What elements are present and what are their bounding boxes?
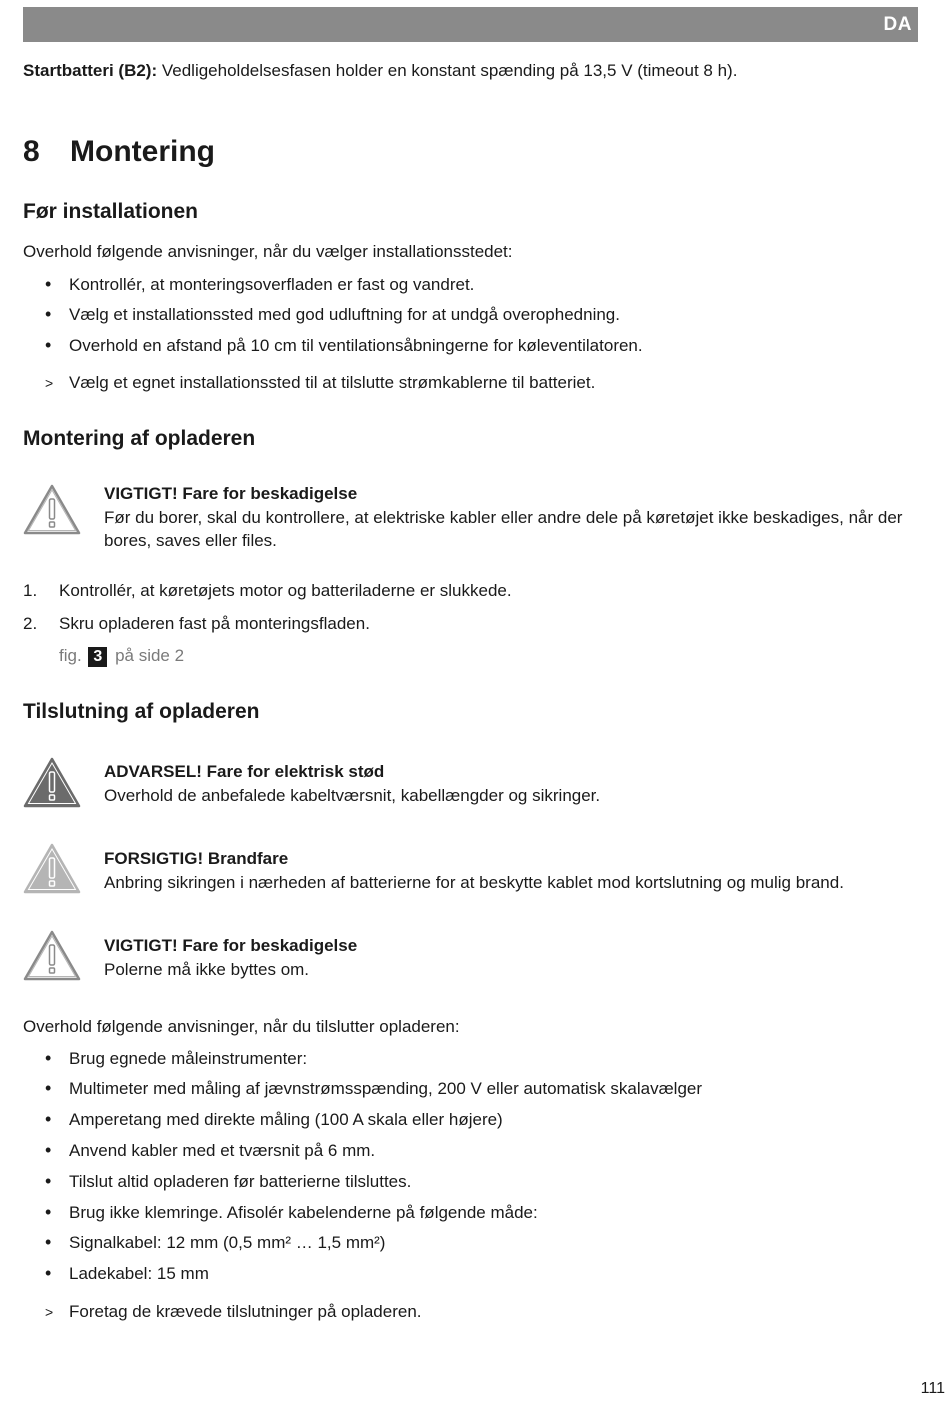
notice-title: VIGTIGT! Fare for beskadigelse bbox=[104, 484, 358, 503]
intro-label: Startbatteri (B2): bbox=[23, 61, 158, 80]
action-arrow-icon: > bbox=[45, 1304, 54, 1320]
list-item: • Signalkabel: 12 mm (0,5 mm² … 1,5 mm²) bbox=[45, 1232, 386, 1252]
bullet-icon: • bbox=[45, 304, 52, 324]
figure-reference: fig. 3 på side 2 bbox=[59, 646, 185, 665]
bullet-icon: • bbox=[45, 1078, 52, 1098]
warning-triangle-light-icon bbox=[22, 842, 82, 896]
warning-triangle-dark-icon bbox=[22, 756, 82, 810]
notice-text: Før du borer, skal du kontrollere, at elektriske kabler eller andre dele på køretøjet ikke beskadiges, når der bores, saves eller files. bbox=[104, 508, 903, 550]
bullet-icon: • bbox=[45, 1140, 52, 1160]
list-item: • Tilslut altid opladeren før batterierne tilsluttes. bbox=[45, 1171, 412, 1191]
section1-lead: Overhold følgende anvisninger, når du vælger installationsstedet: bbox=[23, 242, 513, 261]
language-code: DA bbox=[883, 14, 912, 35]
chapter-heading bbox=[23, 135, 215, 169]
list-item: • Kontrollér, at monteringsoverfladen er fast og vandret. bbox=[45, 274, 475, 294]
list-item: • Vælg et installationssted med god udluftning for at undgå overophedning. bbox=[45, 304, 620, 324]
list-item: • Brug ikke klemringe. Afisolér kabelenderne på følgende måde: bbox=[45, 1202, 538, 1222]
intro-text: Vedligeholdelsesfasen holder en konstant spænding på 13,5 V (timeout 8 h). bbox=[161, 61, 738, 80]
section3-lead: Overhold følgende anvisninger, når du tilslutter opladeren: bbox=[23, 1017, 460, 1036]
bullet-icon: • bbox=[45, 1232, 52, 1252]
action-arrow-icon: > bbox=[45, 375, 54, 391]
warning-triangle-outline-icon bbox=[22, 483, 82, 537]
bullet-icon: • bbox=[45, 1263, 52, 1283]
action-item: > Foretag de krævede tilslutninger på opladeren. bbox=[45, 1302, 422, 1321]
bullet-icon: • bbox=[45, 1202, 52, 1222]
bullet-icon: • bbox=[45, 1109, 52, 1129]
figure-number-badge: 3 bbox=[88, 647, 107, 667]
step-item: 1. Kontrollér, at køretøjets motor og batteriladerne er slukkede. bbox=[23, 581, 512, 600]
list-item: • Amperetang med direkte måling (100 A skala eller højere) bbox=[45, 1109, 503, 1129]
warning-triangle-outline-icon bbox=[22, 929, 82, 983]
language-header-bar bbox=[23, 7, 918, 42]
step-item: 2. Skru opladeren fast på monteringsfladen. bbox=[23, 614, 370, 633]
chapter-number: 8 bbox=[23, 135, 40, 168]
section-heading-before-installation: Før installationen bbox=[23, 200, 199, 223]
list-item: • Ladekabel: 15 mm bbox=[45, 1263, 209, 1283]
intro-paragraph bbox=[23, 61, 737, 81]
section-heading-mounting: Montering af opladeren bbox=[23, 427, 256, 450]
list-item: • Overhold en afstand på 10 cm til ventilationsåbningerne for køleventilatoren. bbox=[45, 335, 643, 355]
bullet-icon: • bbox=[45, 274, 52, 294]
chapter-title: Montering bbox=[70, 135, 215, 168]
list-item: • Multimeter med måling af jævnstrømsspænding, 200 V eller automatisk skalavælger bbox=[45, 1078, 703, 1098]
bullet-icon: • bbox=[45, 1171, 52, 1191]
notice-text: Anbring sikringen i nærheden af batterierne for at beskytte kablet mod kortslutning og mulig brand. bbox=[104, 873, 844, 892]
notice-text: Overhold de anbefalede kabeltværsnit, kabellængder og sikringer. bbox=[104, 786, 601, 805]
notice-title: FORSIGTIG! Brandfare bbox=[104, 849, 289, 868]
notice-title: ADVARSEL! Fare for elektrisk stød bbox=[104, 762, 385, 781]
list-item: • Anvend kabler med et tværsnit på 6 mm. bbox=[45, 1140, 376, 1160]
section-heading-connecting: Tilslutning af opladeren bbox=[23, 700, 260, 723]
notice-text: Polerne må ikke byttes om. bbox=[104, 960, 310, 979]
page-number: 111 bbox=[920, 1380, 945, 1397]
list-item: • Brug egnede måleinstrumenter: bbox=[45, 1048, 308, 1068]
notice-title: VIGTIGT! Fare for beskadigelse bbox=[104, 936, 358, 955]
bullet-icon: • bbox=[45, 335, 52, 355]
bullet-icon: • bbox=[45, 1048, 52, 1068]
action-item: > Vælg et egnet installationssted til at tilslutte strømkablerne til batteriet. bbox=[45, 373, 596, 392]
